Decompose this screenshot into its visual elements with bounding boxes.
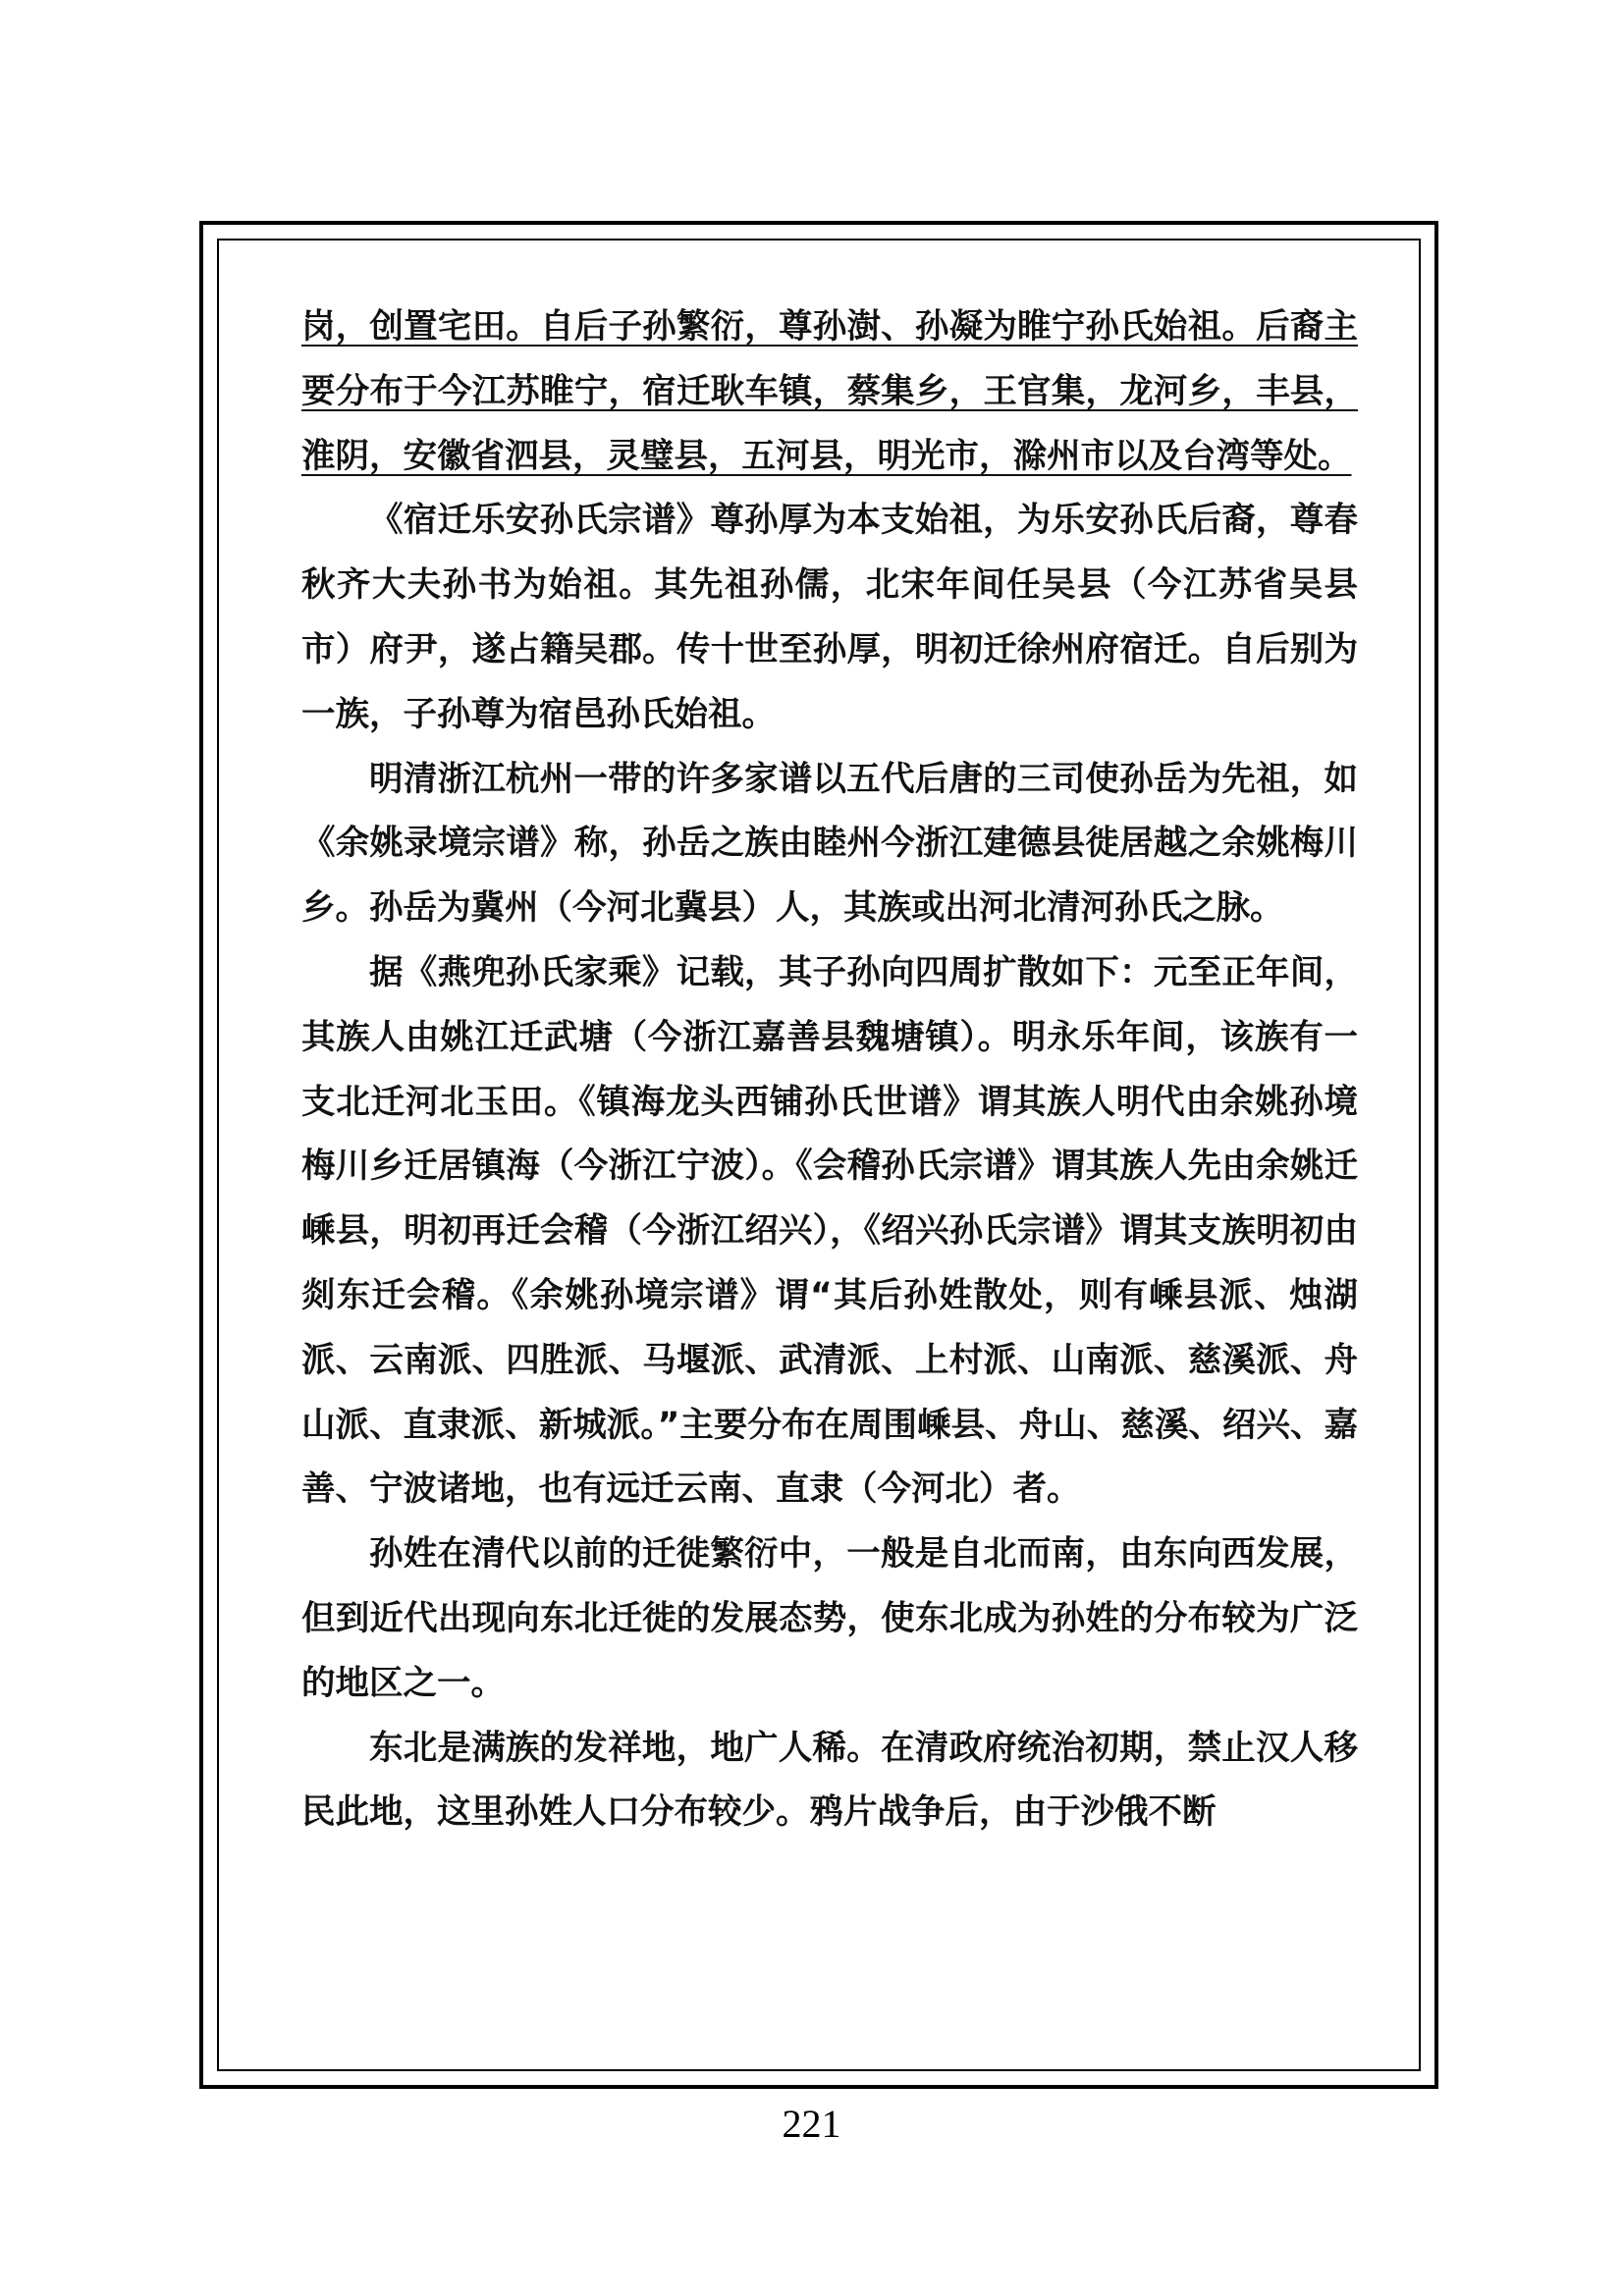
paragraph-3: 明清浙江杭州一带的许多家谱以五代后唐的三司使孙岳为先祖，如《余姚录境宗谱》称，孙岳之族由睦州今浙江建德县徙居越之余姚梅川乡。孙岳为冀州（今河北冀县）人，其族或出河北清河孙氏之脉。 [301, 759, 1358, 929]
page-body-text [301, 295, 1358, 1845]
paragraph-5: 孙姓在清代以前的迁徙繁衍中，一般是自北而南，由东向西发展，但到近代出现向东北迁徙的发展态势，使东北成为孙姓的分布较为广泛的地区之一。 [301, 1534, 1358, 1703]
page-inner-border [217, 239, 1421, 2071]
paragraph-4: 据《燕兜孙氏家乘》记载，其子孙向四周扩散如下：元至正年间，其族人由姚江迁武塘（今浙江嘉善县魏塘镇）。明永乐年间，该族有一支北迁河北玉田。《镇海龙头西铺孙氏世谱》谓其族人明代由余姚孙境梅川乡迁居镇海（今浙江宁波）。《会稽孙氏宗谱》谓其族人先由余姚迁嵊县，明初再迁会稽（今浙江绍兴），《绍兴孙氏宗谱》谓其支族明初由剡东迁会稽。《余姚孙境宗谱》谓“其后孙姓散处，则有嵊县派、烛湖派、云南派、四胜派、马堰派、武清派、上村派、山南派、慈溪派、舟山派、直隶派、新城派。”主要分布在周围嵊县、舟山、慈溪、绍兴、嘉善、宁波诸地，也有远迁云南、直隶（今河北）者。 [301, 952, 1358, 1510]
paragraph-6: 东北是满族的发祥地，地广人稀。在清政府统治初期，禁止汉人移民此地，这里孙姓人口分布较少。鸦片战争后，由于沙俄不断 [301, 1728, 1358, 1833]
paragraph-2: 《宿迁乐安孙氏宗谱》尊孙厚为本支始祖，为乐安孙氏后裔，尊春秋齐大夫孙书为始祖。其先祖孙儒，北宋年间任吴县（今江苏省吴县市）府尹，遂占籍吴郡。传十世至孙厚，明初迁徐州府宿迁。自后别为一族，子孙尊为宿邑孙氏始祖。 [301, 501, 1358, 734]
paragraph-1-underlined: 岗，创置宅田。自后子孙繁衍，尊孙澍、孙凝为睢宁孙氏始祖。后裔主要分布于今江苏睢宁，宿迁耿车镇，蔡集乡，王官集，龙河乡，丰县，淮阴，安徽省泗县，灵璧县，五河县，明光市，滁州市以及台湾等处。 [301, 307, 1358, 476]
page-outer-border [199, 221, 1438, 2089]
page-number: 221 [782, 2102, 841, 2146]
